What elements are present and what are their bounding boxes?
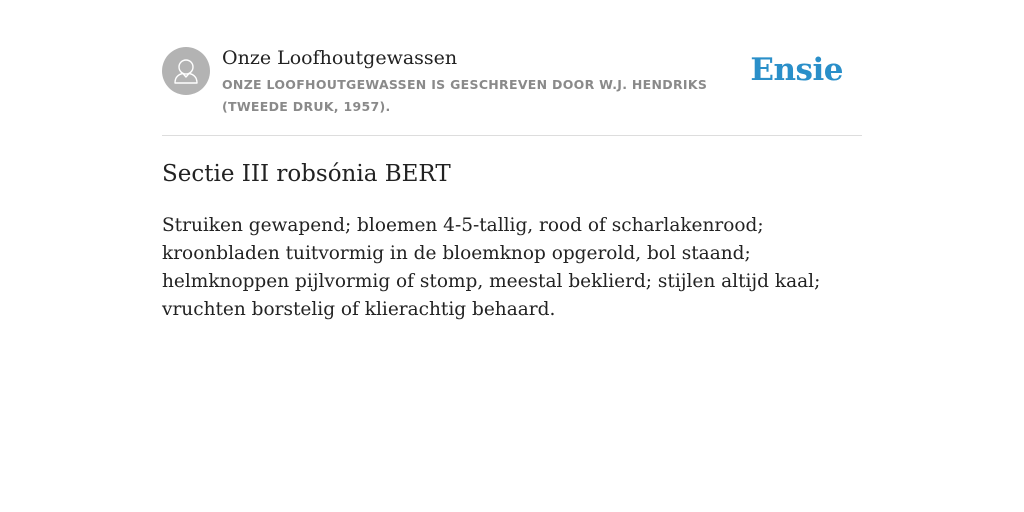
author-name[interactable]: Onze Loofhoutgewassen	[222, 47, 458, 69]
ensie-logo[interactable]: Ensie	[750, 52, 843, 88]
avatar[interactable]	[162, 47, 210, 95]
article-body: Struiken gewapend; bloemen 4-5-tallig, rood of scharlakenrood; kroonbladen tuitvormig in de bloemknop opgerold, bol staand; helmknoppen pijlvormig of stomp, meestal beklierd; stijlen altijd kaal; vruchten borstelig of klierachtig behaard.	[162, 215, 821, 320]
author-description: ONZE LOOFHOUTGEWASSEN IS GESCHREVEN DOOR W.J. HENDRIKS (TWEEDE DRUK, 1957).	[222, 77, 708, 114]
user-icon	[162, 47, 210, 95]
page-title: Sectie III robsónia BERT	[162, 161, 451, 187]
author-header	[162, 44, 862, 136]
